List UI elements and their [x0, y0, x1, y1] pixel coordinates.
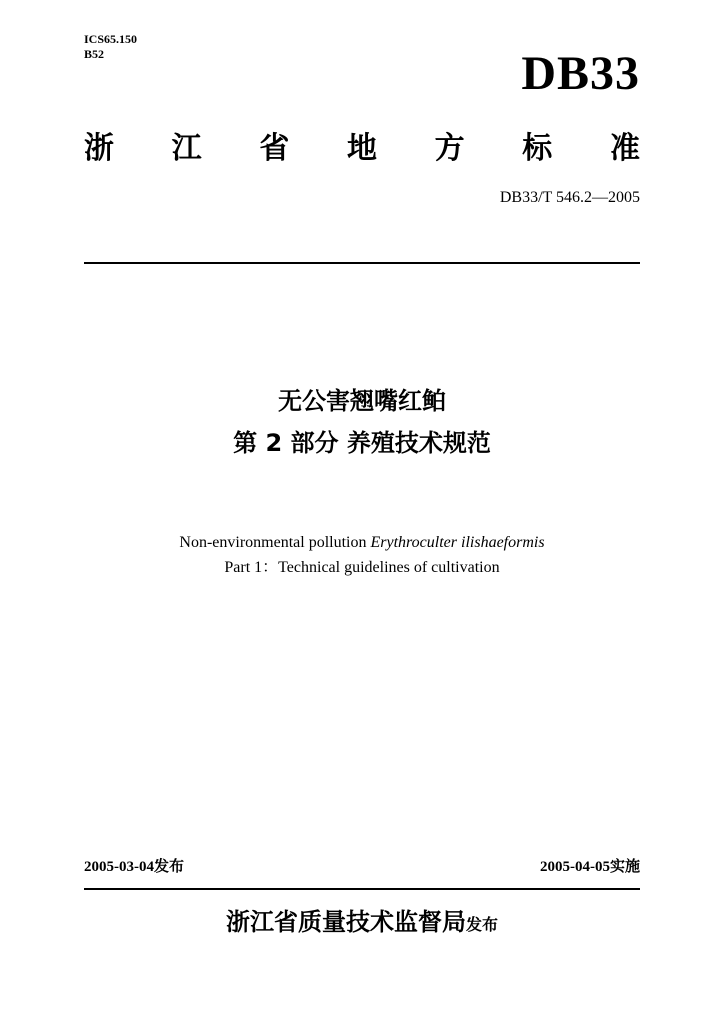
province-title-char-4: 方: [434, 131, 465, 166]
province-title-char-1: 江: [171, 131, 202, 166]
province-standard-title: [84, 130, 640, 168]
ccs-number: B52: [84, 47, 105, 61]
effective-date-group: [540, 855, 640, 878]
document-title: [84, 382, 640, 462]
footer-divider: [84, 888, 640, 890]
document-title-line-1: 无公害翘嘴红鲌: [278, 387, 446, 415]
page-content: [84, 0, 640, 1024]
english-subtitle-species: Erythroculter ilishaeformis: [370, 534, 545, 551]
province-title-char-2: 省: [259, 131, 290, 166]
issuer-org: 浙江省质量技术监督局: [225, 908, 466, 936]
standard-mark: DB33: [521, 47, 640, 100]
ics-number: ICS65.150: [84, 32, 138, 46]
issuer-verb: 发布: [465, 915, 498, 934]
province-title-char-3: 地: [346, 131, 377, 166]
publication-dates: [84, 855, 640, 878]
province-title-char-5: 标: [522, 131, 553, 166]
ics-classification: [84, 32, 137, 62]
issue-date: 2005-03-04: [84, 859, 154, 875]
english-subtitle: [84, 530, 640, 580]
document-title-line-2: 第 2 部分 养殖技术规范: [233, 429, 491, 457]
issue-label: 发布: [154, 857, 185, 875]
province-title-char-0: 浙: [84, 131, 114, 166]
effective-label: 实施: [609, 857, 640, 875]
english-subtitle-line-1: [84, 530, 640, 555]
english-subtitle-line-2: Part 1：Technical guidelines of cultivation: [224, 559, 500, 576]
header-divider: [84, 262, 640, 264]
province-title-char-6: 准: [609, 131, 640, 166]
english-subtitle-prefix: Non-environmental pollution: [179, 534, 371, 551]
issue-date-group: [84, 855, 184, 878]
effective-date: 2005-04-05: [539, 859, 610, 875]
standard-number: DB33/T 546.2—2005: [499, 189, 640, 206]
issuing-authority: [84, 906, 640, 941]
